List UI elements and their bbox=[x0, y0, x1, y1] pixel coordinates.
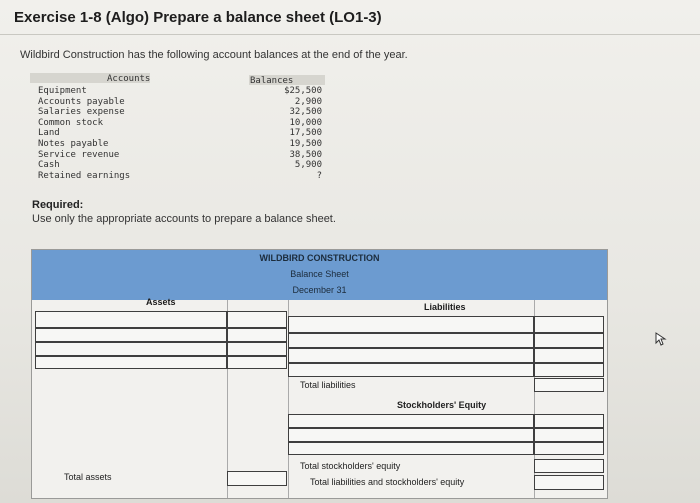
liability-amount-input[interactable] bbox=[534, 363, 604, 377]
account-balance: 2,900 bbox=[294, 96, 322, 107]
account-name: Common stock bbox=[38, 117, 104, 128]
equity-account-input[interactable] bbox=[288, 414, 534, 428]
account-name: Equipment bbox=[38, 86, 87, 96]
divider bbox=[0, 34, 700, 35]
asset-amount-input[interactable] bbox=[227, 342, 287, 356]
account-balances bbox=[240, 86, 322, 181]
total-liabilities-label: Total liabilities bbox=[300, 380, 356, 390]
account-balance: 32,500 bbox=[289, 107, 322, 118]
account-balance: 19,500 bbox=[289, 138, 322, 149]
total-equity-label: Total stockholders' equity bbox=[300, 461, 401, 471]
company-name: WILDBIRD CONSTRUCTION bbox=[259, 253, 380, 263]
asset-account-input[interactable] bbox=[35, 356, 227, 369]
balance-sheet-header bbox=[32, 250, 607, 300]
liability-amount-input[interactable] bbox=[534, 316, 604, 333]
balance-sheet-form bbox=[31, 249, 608, 499]
account-name: Service revenue bbox=[38, 149, 120, 160]
account-names bbox=[38, 86, 130, 181]
account-balance: 38,500 bbox=[289, 149, 322, 160]
accounts-header: Accounts bbox=[107, 74, 151, 84]
liability-amount-input[interactable] bbox=[534, 348, 604, 363]
asset-account-input[interactable] bbox=[35, 328, 227, 342]
assets-header: Assets bbox=[146, 297, 176, 307]
liability-amount-input[interactable] bbox=[534, 333, 604, 348]
account-balance: 10,000 bbox=[289, 117, 322, 128]
account-name: Accounts payable bbox=[38, 96, 125, 107]
account-balances-table bbox=[30, 73, 328, 191]
total-assets-label: Total assets bbox=[64, 472, 112, 482]
total-assets-input[interactable] bbox=[227, 471, 287, 486]
total-liabilities-equity-input[interactable] bbox=[534, 475, 604, 490]
asset-amount-input[interactable] bbox=[227, 356, 287, 369]
account-balance: ? bbox=[316, 170, 322, 181]
intro-text: Wildbird Construction has the following account balances at the end of the year. bbox=[20, 49, 408, 61]
required-label: Required: bbox=[32, 199, 84, 211]
statement-date: December 31 bbox=[292, 285, 347, 295]
asset-account-input[interactable] bbox=[35, 342, 227, 356]
account-balance: 5,900 bbox=[294, 160, 322, 171]
statement-name: Balance Sheet bbox=[290, 269, 349, 279]
total-equity-input[interactable] bbox=[534, 459, 604, 473]
equity-header: Stockholders' Equity bbox=[397, 400, 487, 410]
liabilities-header: Liabilities bbox=[424, 302, 466, 312]
account-balance: $25,500 bbox=[284, 86, 322, 96]
liability-account-input[interactable] bbox=[288, 348, 534, 363]
liability-account-input[interactable] bbox=[288, 316, 534, 333]
equity-amount-input[interactable] bbox=[534, 442, 604, 455]
liability-account-input[interactable] bbox=[288, 363, 534, 377]
mouse-pointer-icon bbox=[655, 332, 667, 346]
account-name: Retained earnings bbox=[38, 170, 131, 181]
asset-amount-input[interactable] bbox=[227, 328, 287, 342]
equity-account-input[interactable] bbox=[288, 442, 534, 455]
equity-account-input[interactable] bbox=[288, 428, 534, 442]
account-name: Land bbox=[38, 128, 60, 139]
account-name: Salaries expense bbox=[38, 107, 125, 118]
equity-amount-input[interactable] bbox=[534, 414, 604, 428]
liability-account-input[interactable] bbox=[288, 333, 534, 348]
asset-account-input[interactable] bbox=[35, 311, 227, 328]
balances-header: Balances bbox=[250, 76, 294, 86]
total-liabilities-equity-label: Total liabilities and stockholders' equity bbox=[310, 477, 465, 487]
account-balance: 17,500 bbox=[289, 128, 322, 139]
account-name: Cash bbox=[38, 160, 60, 171]
page-title: Exercise 1-8 (Algo) Prepare a balance sheet (LO1-3) bbox=[14, 9, 382, 26]
total-liabilities-input[interactable] bbox=[534, 378, 604, 392]
required-text: Use only the appropriate accounts to prepare a balance sheet. bbox=[32, 213, 336, 225]
account-name: Notes payable bbox=[38, 138, 109, 149]
equity-amount-input[interactable] bbox=[534, 428, 604, 442]
asset-amount-input[interactable] bbox=[227, 311, 287, 328]
